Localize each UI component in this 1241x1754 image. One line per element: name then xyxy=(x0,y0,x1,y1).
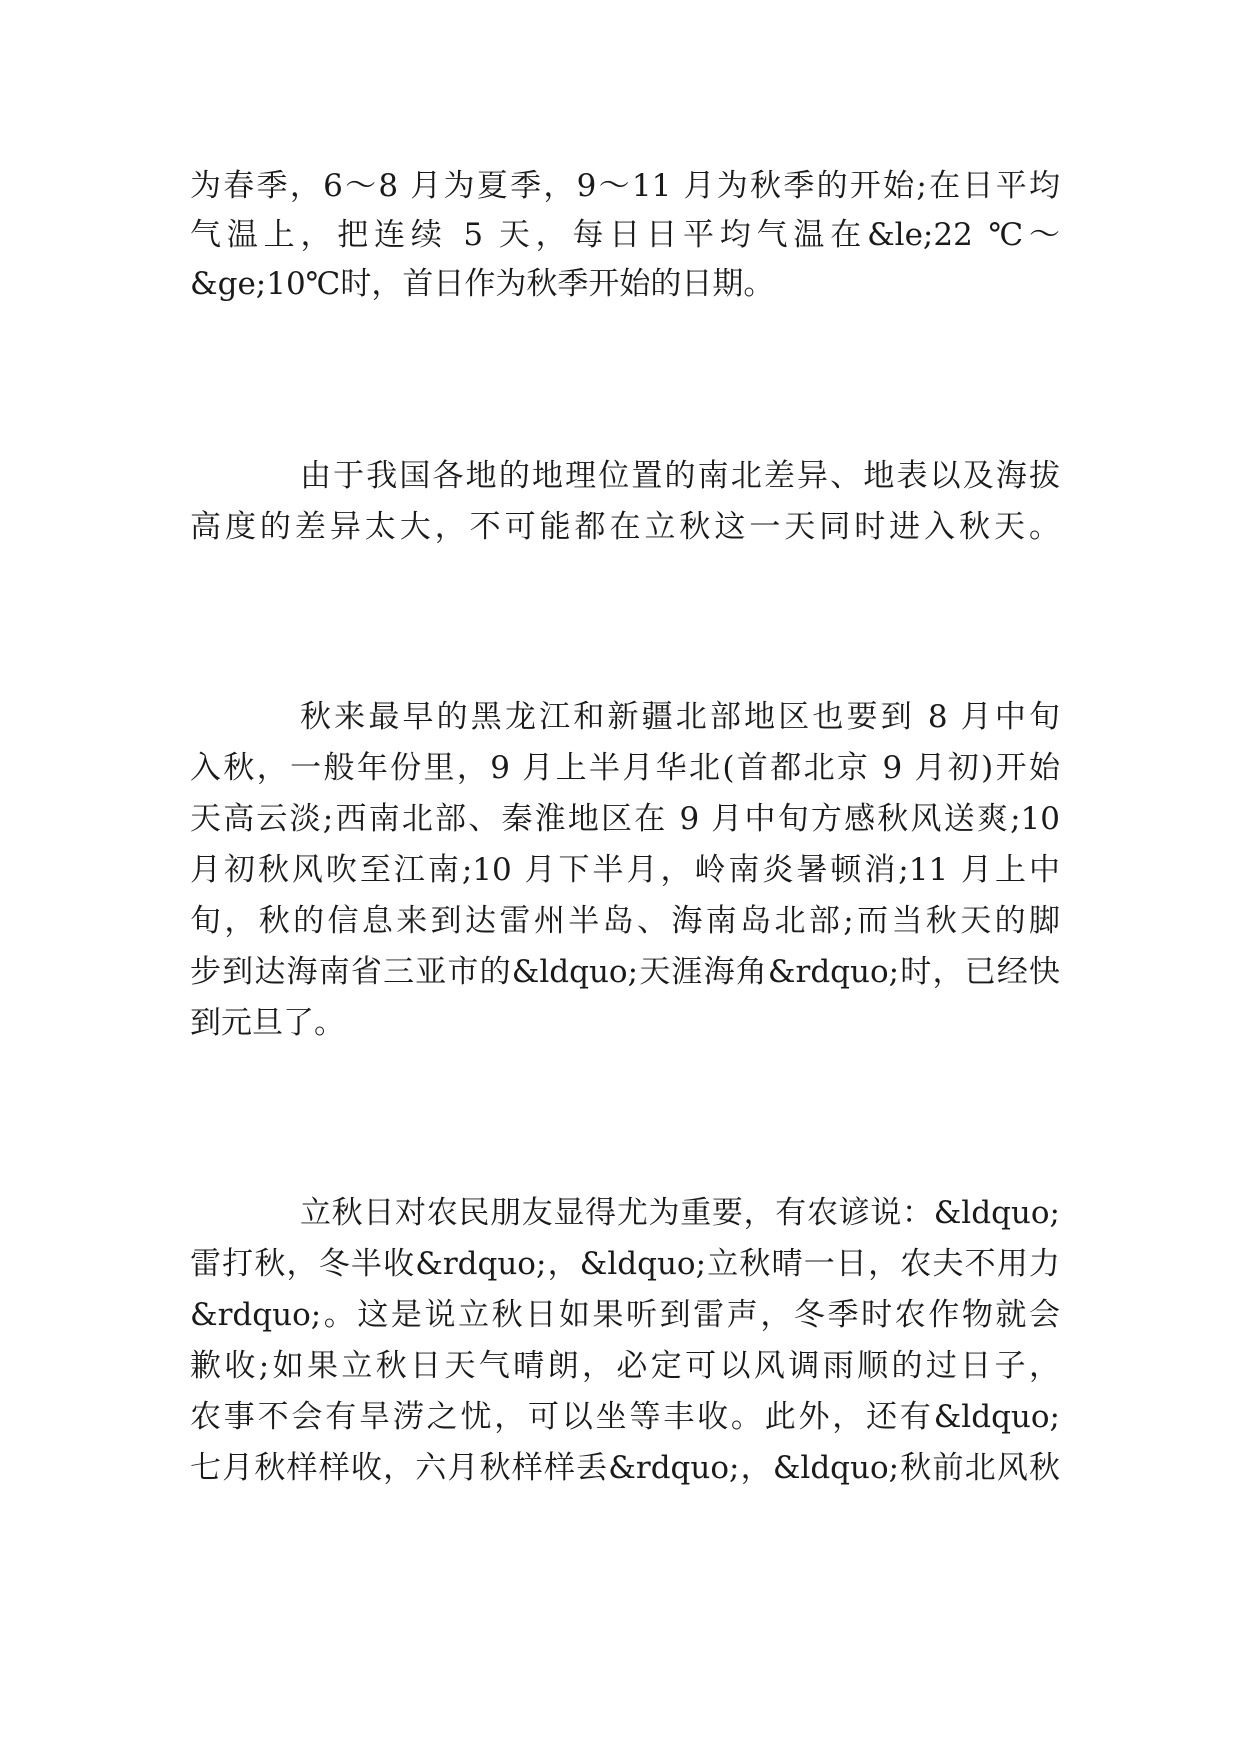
paragraph-line: 由于我国各地的地理位置的南北差异、地表以及海拔 xyxy=(300,458,1060,494)
paragraph-line: 秋来最早的黑龙江和新疆北部地区也要到 8 月中旬 xyxy=(300,699,1060,735)
paragraph-line: &rdquo;。这是说立秋日如果听到雷声，冬季时农作物就会 xyxy=(190,1297,1060,1333)
paragraph-line: 月初秋风吹至江南;10 月下半月，岭南炎暑顿消;11 月上中 xyxy=(190,852,1060,888)
paragraph-line: 旬，秋的信息来到达雷州半岛、海南岛北部;而当秋天的脚 xyxy=(190,903,1060,939)
paragraph-line: 到元旦了。 xyxy=(190,1005,345,1041)
paragraph-line: 歉收;如果立秋日天气晴朗，必定可以风调雨顺的过日子， xyxy=(190,1348,1060,1384)
paragraph-line: 为春季，6～8 月为夏季，9～11 月为秋季的开始;在日平均 xyxy=(190,168,1060,204)
paragraph-line: 雷打秋，冬半收&rdquo;，&ldquo;立秋晴一日，农夫不用力 xyxy=(190,1246,1060,1282)
paragraph-line: &ge;10℃时，首日作为秋季开始的日期。 xyxy=(190,266,775,302)
paragraph-line: 高度的差异太大，不可能都在立秋这一天同时进入秋天。 xyxy=(190,509,1060,545)
paragraph-line: 气温上，把连续 5 天，每日日平均气温在&le;22 ℃～ xyxy=(190,217,1060,253)
paragraph-line: 农事不会有旱涝之忧，可以坐等丰收。此外，还有&ldquo; xyxy=(190,1399,1060,1435)
paragraph-line: 天高云淡;西南北部、秦淮地区在 9 月中旬方感秋风送爽;10 xyxy=(190,801,1060,837)
paragraph-line: 入秋，一般年份里，9 月上半月华北(首都北京 9 月初)开始 xyxy=(190,750,1060,786)
paragraph-line: 步到达海南省三亚市的&ldquo;天涯海角&rdquo;时，已经快 xyxy=(190,954,1060,990)
paragraph-line: 七月秋样样收，六月秋样样丢&rdquo;，&ldquo;秋前北风秋 xyxy=(190,1450,1060,1486)
paragraph-line: 立秋日对农民朋友显得尤为重要，有农谚说：&ldquo; xyxy=(300,1195,1060,1231)
